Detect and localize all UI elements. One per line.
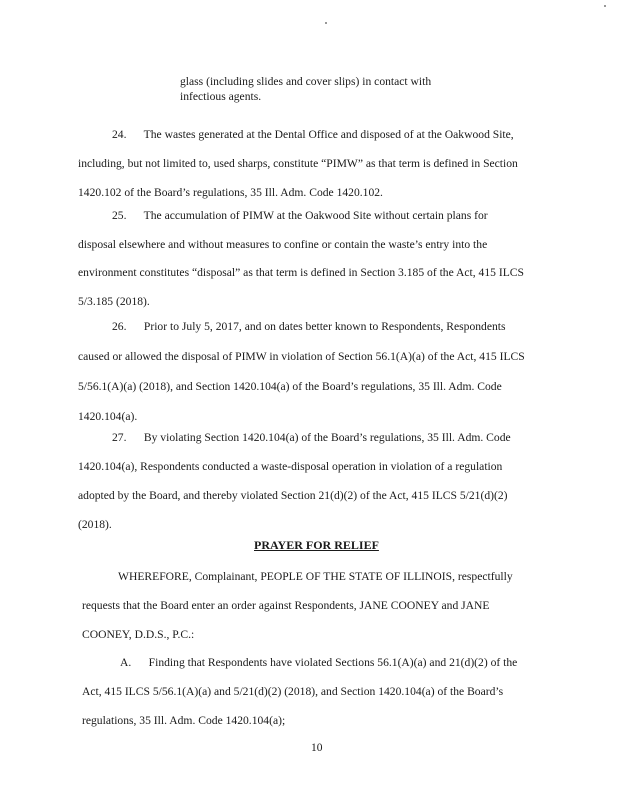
paragraph-24 (78, 120, 518, 207)
text-line: regulations, 35 Ill. Adm. Code 1420.104(a); (82, 714, 286, 727)
text-line: 1420.104(a). (78, 410, 138, 423)
text-line: Act, 415 ILCS 5/56.1(A)(a) and 5/21(d)(2) (2018), and Section 1420.104(a) of the Board’s (82, 685, 504, 698)
text-line: A. Finding that Respondents have violated Sections 56.1(A)(a) and 21(d)(2) of the (120, 656, 518, 669)
text-line: disposal elsewhere and without measures to confine or contain the waste’s entry into the (78, 237, 488, 251)
paragraph-25 (78, 202, 524, 316)
page-number: 10 (311, 742, 323, 754)
text-line: (2018). (78, 518, 112, 531)
prayer-paragraph (82, 562, 513, 649)
text-line: caused or allowed the disposal of PIMW in violation of Section 56.1(A)(a) of the Act, 415 ILCS (78, 350, 525, 363)
text-line: environment constitutes “disposal” as that term is defined in Section 3.185 of the Act, 415 ILCS (78, 266, 524, 279)
text-line: requests that the Board enter an order against Respondents, JANE COONEY and JANE (82, 599, 490, 612)
text-line: 27. By violating Section 1420.104(a) of the Board’s regulations, 35 Ill. Adm. Code (112, 431, 511, 444)
text-line: 1420.104(a), Respondents conducted a waste-disposal operation in violation of a regulation (78, 460, 503, 473)
relief-item-a (82, 648, 517, 735)
scan-speck (325, 22, 327, 24)
paragraph-26 (78, 312, 525, 432)
text-line: 5/3.185 (2018). (78, 294, 150, 308)
text-line: 1420.102 of the Board’s regulations, 35 Ill. Adm. Code 1420.102. (78, 186, 383, 199)
text-line: infectious agents. (180, 90, 262, 103)
paragraph-27 (78, 423, 511, 539)
text-line: including, but not limited to, used sharps, constitute “PIMW” as that term is defined in Section (78, 157, 518, 170)
scan-speck (604, 5, 606, 7)
paragraph-23-continuation (180, 74, 431, 104)
text-line: 5/56.1(A)(a) (2018), and Section 1420.104(a) of the Board’s regulations, 35 Ill. Adm. Code (78, 380, 502, 393)
prayer-heading: PRAYER FOR RELIEF (254, 538, 379, 552)
text-line: 25. The accumulation of PIMW at the Oakwood Site without certain plans for (112, 209, 488, 222)
text-line: glass (including slides and cover slips) in contact with (180, 75, 432, 88)
text-line: 26. Prior to July 5, 2017, and on dates better known to Respondents, Respondents (112, 320, 506, 333)
text-line: WHEREFORE, Complainant, PEOPLE OF THE STATE OF ILLINOIS, respectfully (118, 570, 513, 583)
text-line: 24. The wastes generated at the Dental Office and disposed of at the Oakwood Site, (112, 128, 514, 141)
text-line: COONEY, D.D.S., P.C.: (82, 628, 195, 641)
text-line: adopted by the Board, and thereby violated Section 21(d)(2) of the Act, 415 ILCS 5/21(d)(2) (78, 489, 508, 502)
